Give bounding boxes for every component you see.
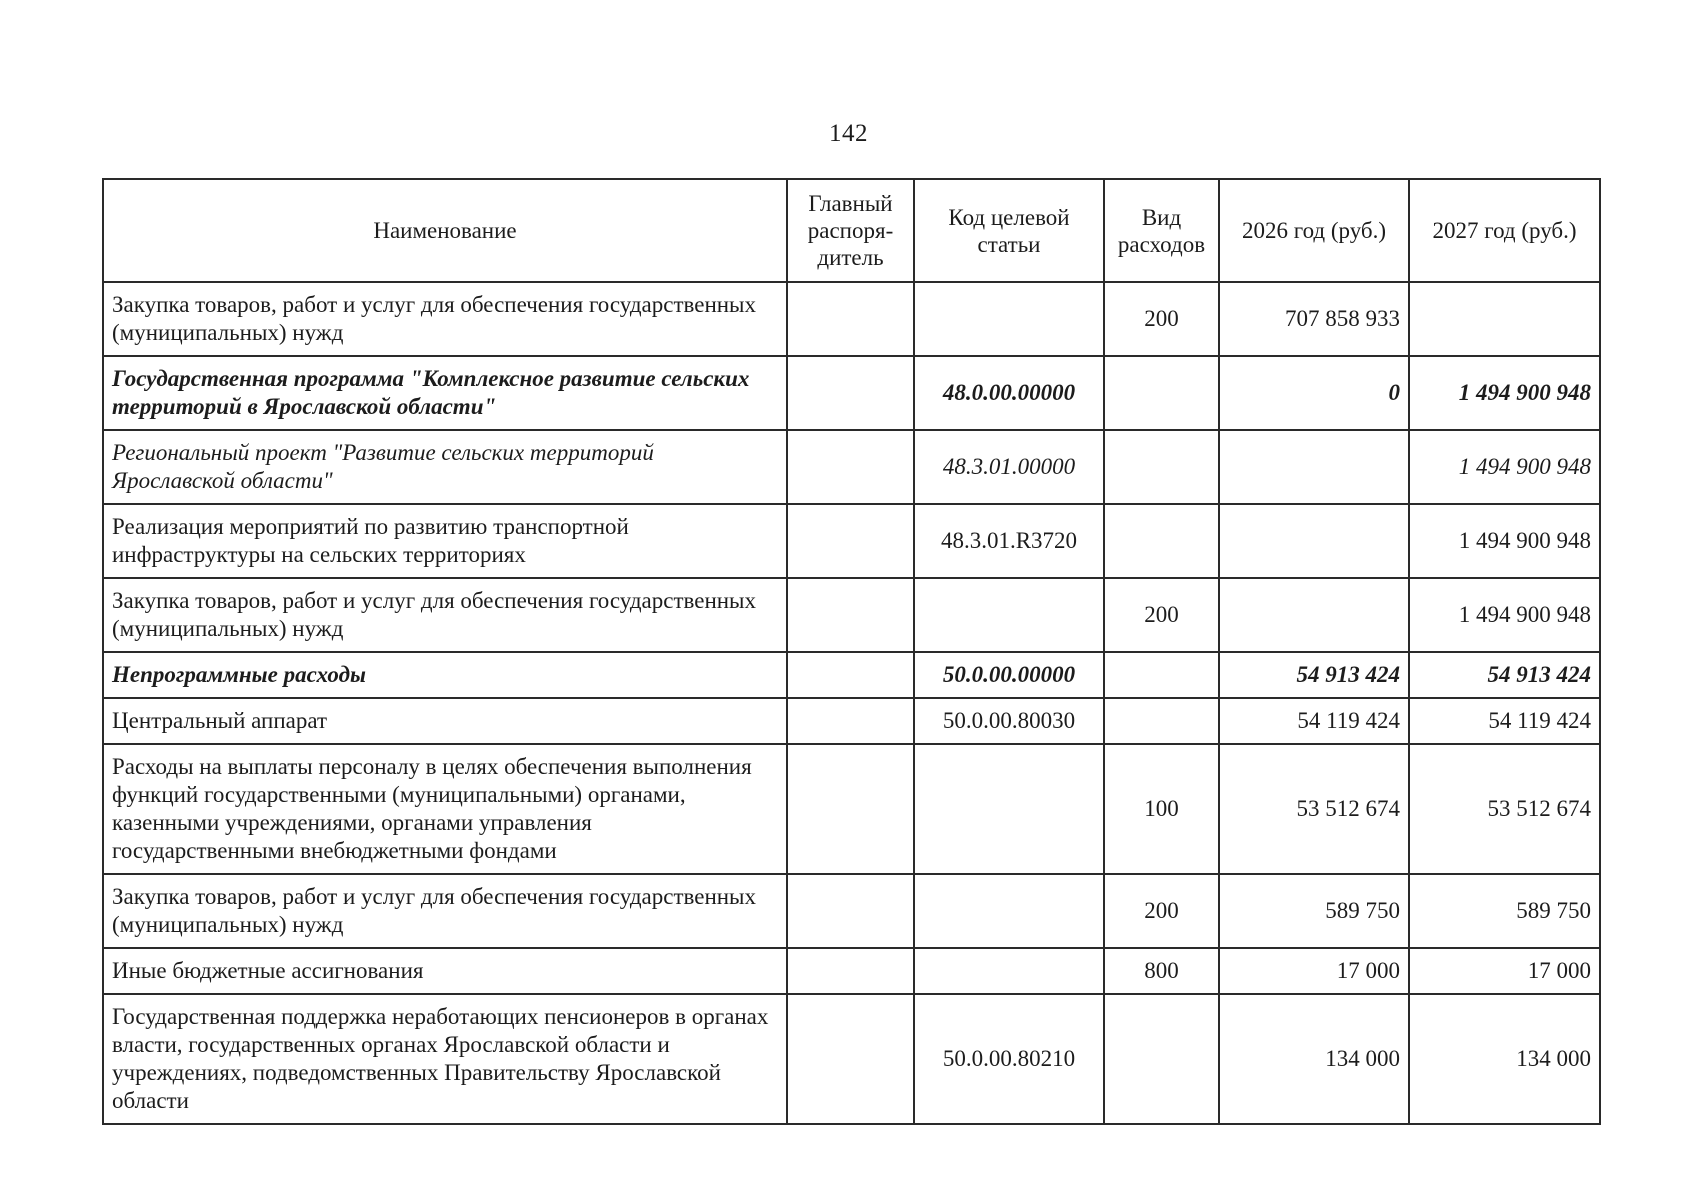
cell-admin (787, 652, 914, 698)
cell-name: Расходы на выплаты персоналу в целях обеспечения выполнения функций государственными (муниципальными) органами, казенными учреждениями, органами управления государственными внебюджетными фондами (103, 744, 787, 874)
cell-2027 (1409, 282, 1600, 356)
cell-2026: 54 913 424 (1219, 652, 1409, 698)
cell-kind (1104, 698, 1219, 744)
cell-2027: 1 494 900 948 (1409, 356, 1600, 430)
cell-2027: 54 913 424 (1409, 652, 1600, 698)
cell-admin (787, 874, 914, 948)
cell-2027: 53 512 674 (1409, 744, 1600, 874)
cell-name: Иные бюджетные ассигнования (103, 948, 787, 994)
cell-admin (787, 430, 914, 504)
cell-admin (787, 744, 914, 874)
cell-code: 48.3.01.00000 (914, 430, 1104, 504)
header-kind: Вид расходов (1104, 179, 1219, 282)
cell-kind: 100 (1104, 744, 1219, 874)
header-name: Наименование (103, 179, 787, 282)
cell-name: Государственная поддержка неработающих пенсионеров в органах власти, государственных органах Ярославской области и учреждениях, подведомственных Правительству Ярославской области (103, 994, 787, 1124)
cell-kind (1104, 430, 1219, 504)
cell-code: 48.3.01.R3720 (914, 504, 1104, 578)
cell-2027: 1 494 900 948 (1409, 430, 1600, 504)
cell-kind (1104, 994, 1219, 1124)
table-row (103, 948, 1600, 994)
cell-admin (787, 578, 914, 652)
header-code: Код целевой статьи (914, 179, 1104, 282)
cell-code (914, 282, 1104, 356)
cell-name: Непрограммные расходы (103, 652, 787, 698)
cell-name: Реализация мероприятий по развитию транспортной инфраструктуры на сельских территориях (103, 504, 787, 578)
cell-2027: 54 119 424 (1409, 698, 1600, 744)
table-row (103, 356, 1600, 430)
cell-2026: 54 119 424 (1219, 698, 1409, 744)
cell-2026: 53 512 674 (1219, 744, 1409, 874)
cell-code: 50.0.00.80030 (914, 698, 1104, 744)
cell-kind: 200 (1104, 578, 1219, 652)
page-number: 142 (829, 120, 868, 147)
table-row (103, 578, 1600, 652)
cell-2027: 589 750 (1409, 874, 1600, 948)
cell-2027: 17 000 (1409, 948, 1600, 994)
cell-2026: 707 858 933 (1219, 282, 1409, 356)
cell-name: Центральный аппарат (103, 698, 787, 744)
cell-2026 (1219, 578, 1409, 652)
cell-name: Закупка товаров, работ и услуг для обеспечения государственных (муниципальных) нужд (103, 578, 787, 652)
cell-2027: 1 494 900 948 (1409, 504, 1600, 578)
cell-kind (1104, 504, 1219, 578)
cell-kind: 800 (1104, 948, 1219, 994)
budget-table (102, 178, 1601, 1125)
cell-name: Региональный проект "Развитие сельских территорий Ярославской области" (103, 430, 787, 504)
header-2026: 2026 год (руб.) (1219, 179, 1409, 282)
cell-2026: 0 (1219, 356, 1409, 430)
cell-2027: 1 494 900 948 (1409, 578, 1600, 652)
cell-2027: 134 000 (1409, 994, 1600, 1124)
table-row (103, 994, 1600, 1124)
cell-2026: 17 000 (1219, 948, 1409, 994)
cell-code (914, 874, 1104, 948)
cell-admin (787, 948, 914, 994)
table-row (103, 282, 1600, 356)
table-row (103, 652, 1600, 698)
cell-code (914, 744, 1104, 874)
table-row (103, 430, 1600, 504)
cell-code: 50.0.00.00000 (914, 652, 1104, 698)
cell-name: Закупка товаров, работ и услуг для обеспечения государственных (муниципальных) нужд (103, 874, 787, 948)
cell-admin (787, 356, 914, 430)
cell-kind: 200 (1104, 282, 1219, 356)
cell-admin (787, 282, 914, 356)
cell-2026 (1219, 504, 1409, 578)
cell-2026: 589 750 (1219, 874, 1409, 948)
cell-admin (787, 994, 914, 1124)
cell-code (914, 948, 1104, 994)
cell-2026 (1219, 430, 1409, 504)
cell-kind: 200 (1104, 874, 1219, 948)
cell-kind (1104, 652, 1219, 698)
table-row (103, 504, 1600, 578)
cell-name: Закупка товаров, работ и услуг для обеспечения государственных (муниципальных) нужд (103, 282, 787, 356)
cell-2026: 134 000 (1219, 994, 1409, 1124)
header-2027: 2027 год (руб.) (1409, 179, 1600, 282)
header-row (103, 179, 1600, 282)
cell-code: 48.0.00.00000 (914, 356, 1104, 430)
table-row (103, 874, 1600, 948)
cell-code: 50.0.00.80210 (914, 994, 1104, 1124)
table-row (103, 698, 1600, 744)
table-row (103, 744, 1600, 874)
cell-admin (787, 504, 914, 578)
cell-kind (1104, 356, 1219, 430)
cell-code (914, 578, 1104, 652)
cell-admin (787, 698, 914, 744)
cell-name: Государственная программа "Комплексное развитие сельских территорий в Ярославской области" (103, 356, 787, 430)
header-admin: Главный распоря-дитель (787, 179, 914, 282)
